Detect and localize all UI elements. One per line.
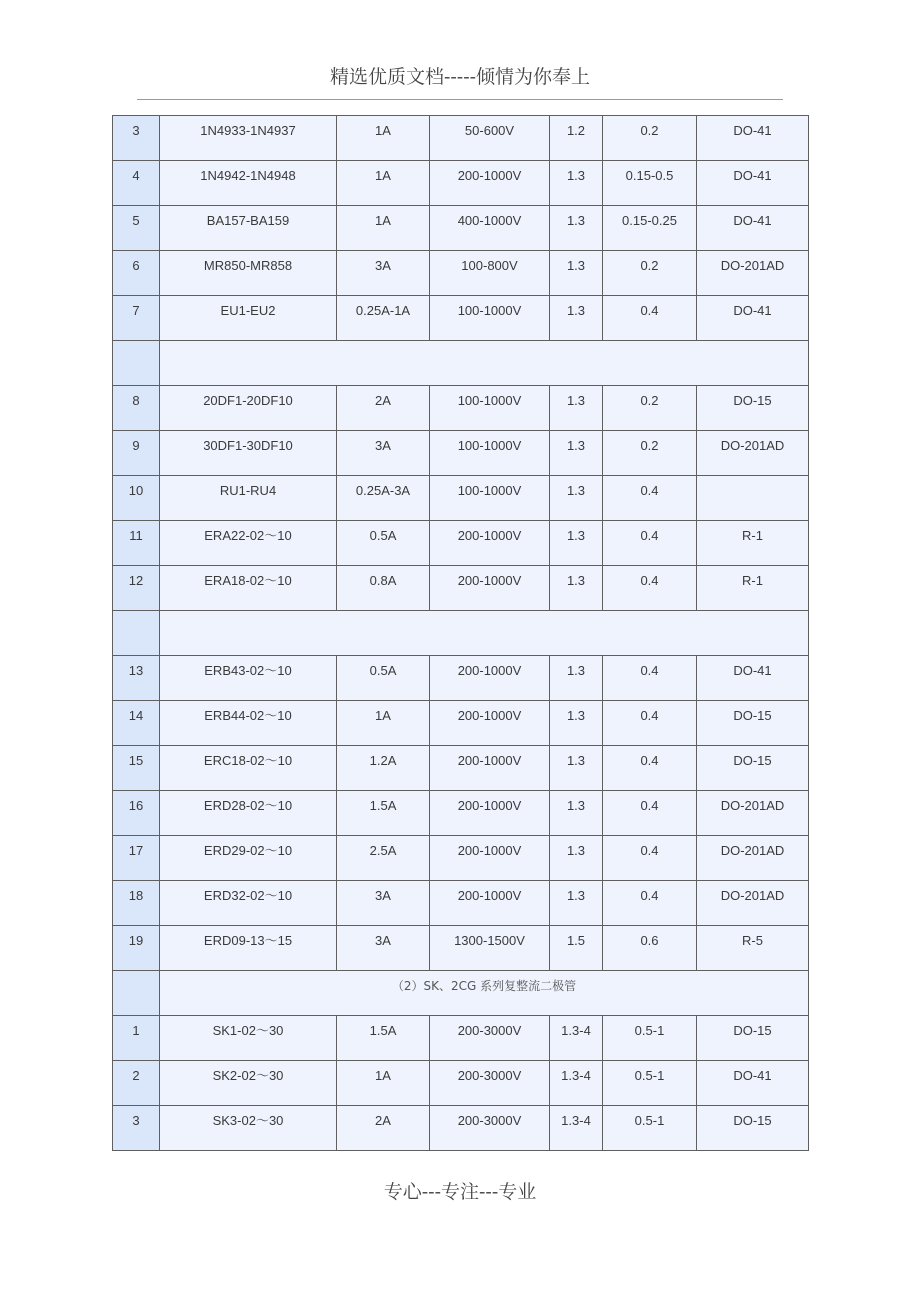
row-number-cell: 5 xyxy=(113,206,160,251)
forward-voltage-cell: 1.3-4 xyxy=(550,1106,603,1151)
model-cell: 1N4933-1N4937 xyxy=(160,116,337,161)
row-number-cell: 14 xyxy=(113,701,160,746)
forward-voltage-cell: 1.3 xyxy=(550,431,603,476)
voltage-cell: 200-3000V xyxy=(430,1016,550,1061)
forward-voltage-cell: 1.3 xyxy=(550,701,603,746)
recovery-time-cell: 0.4 xyxy=(603,746,697,791)
forward-voltage-cell: 1.3 xyxy=(550,881,603,926)
row-number-cell: 3 xyxy=(113,1106,160,1151)
forward-voltage-cell: 1.3 xyxy=(550,251,603,296)
table-row xyxy=(113,656,809,701)
model-cell: ERA22-02～10 xyxy=(160,521,337,566)
voltage-cell: 400-1000V xyxy=(430,206,550,251)
voltage-cell: 200-1000V xyxy=(430,881,550,926)
diode-spec-table xyxy=(112,115,809,1151)
voltage-cell: 200-1000V xyxy=(430,656,550,701)
current-cell: 0.25A-1A xyxy=(337,296,430,341)
package-cell: DO-41 xyxy=(697,116,809,161)
table-row xyxy=(113,386,809,431)
model-cell: ERC18-02～10 xyxy=(160,746,337,791)
table-row xyxy=(113,881,809,926)
row-number-cell: 4 xyxy=(113,161,160,206)
table-row xyxy=(113,116,809,161)
section-number-cell xyxy=(113,611,160,656)
voltage-cell: 100-1000V xyxy=(430,386,550,431)
forward-voltage-cell: 1.3-4 xyxy=(550,1061,603,1106)
recovery-time-cell: 0.6 xyxy=(603,926,697,971)
model-cell: 20DF1-20DF10 xyxy=(160,386,337,431)
package-cell: DO-41 xyxy=(697,1061,809,1106)
voltage-cell: 100-800V xyxy=(430,251,550,296)
forward-voltage-cell: 1.3 xyxy=(550,656,603,701)
voltage-cell: 200-1000V xyxy=(430,746,550,791)
package-cell: R-1 xyxy=(697,521,809,566)
table-row xyxy=(113,476,809,521)
package-cell: DO-41 xyxy=(697,296,809,341)
recovery-time-cell: 0.15-0.5 xyxy=(603,161,697,206)
current-cell: 2.5A xyxy=(337,836,430,881)
recovery-time-cell: 0.4 xyxy=(603,701,697,746)
model-cell: ERB44-02～10 xyxy=(160,701,337,746)
current-cell: 3A xyxy=(337,926,430,971)
table-row xyxy=(113,926,809,971)
package-cell: DO-15 xyxy=(697,701,809,746)
model-cell: SK1-02～30 xyxy=(160,1016,337,1061)
table-row xyxy=(113,746,809,791)
current-cell: 2A xyxy=(337,1106,430,1151)
table-body xyxy=(113,116,809,1151)
package-cell: DO-201AD xyxy=(697,836,809,881)
section-title-cell: （2）SK、2CG 系列复整流二极管 xyxy=(160,971,809,1016)
model-cell: BA157-BA159 xyxy=(160,206,337,251)
section-number-cell xyxy=(113,971,160,1016)
voltage-cell: 100-1000V xyxy=(430,431,550,476)
model-cell: ERD29-02～10 xyxy=(160,836,337,881)
recovery-time-cell: 0.4 xyxy=(603,836,697,881)
package-cell: DO-41 xyxy=(697,656,809,701)
recovery-time-cell: 0.4 xyxy=(603,521,697,566)
recovery-time-cell: 0.4 xyxy=(603,296,697,341)
model-cell: SK2-02～30 xyxy=(160,1061,337,1106)
row-number-cell: 12 xyxy=(113,566,160,611)
row-number-cell: 6 xyxy=(113,251,160,296)
recovery-time-cell: 0.2 xyxy=(603,431,697,476)
recovery-time-cell: 0.4 xyxy=(603,656,697,701)
model-cell: 1N4942-1N4948 xyxy=(160,161,337,206)
section-row xyxy=(113,611,809,656)
row-number-cell: 17 xyxy=(113,836,160,881)
model-cell: ERD32-02～10 xyxy=(160,881,337,926)
row-number-cell: 7 xyxy=(113,296,160,341)
model-cell: ERD09-13～15 xyxy=(160,926,337,971)
package-cell: DO-41 xyxy=(697,161,809,206)
model-cell: ERD28-02～10 xyxy=(160,791,337,836)
table-row xyxy=(113,161,809,206)
table-row xyxy=(113,836,809,881)
package-cell: DO-15 xyxy=(697,1016,809,1061)
forward-voltage-cell: 1.3 xyxy=(550,836,603,881)
package-cell: DO-15 xyxy=(697,746,809,791)
package-cell: R-1 xyxy=(697,566,809,611)
voltage-cell: 200-3000V xyxy=(430,1061,550,1106)
forward-voltage-cell: 1.3 xyxy=(550,476,603,521)
forward-voltage-cell: 1.3 xyxy=(550,296,603,341)
table-row xyxy=(113,1106,809,1151)
row-number-cell: 3 xyxy=(113,116,160,161)
package-cell: R-5 xyxy=(697,926,809,971)
table-row xyxy=(113,791,809,836)
voltage-cell: 50-600V xyxy=(430,116,550,161)
row-number-cell: 10 xyxy=(113,476,160,521)
voltage-cell: 200-1000V xyxy=(430,791,550,836)
row-number-cell: 13 xyxy=(113,656,160,701)
table-row xyxy=(113,431,809,476)
table-row xyxy=(113,206,809,251)
recovery-time-cell: 0.15-0.25 xyxy=(603,206,697,251)
current-cell: 1A xyxy=(337,116,430,161)
forward-voltage-cell: 1.3 xyxy=(550,791,603,836)
table-row xyxy=(113,566,809,611)
voltage-cell: 200-3000V xyxy=(430,1106,550,1151)
recovery-time-cell: 0.4 xyxy=(603,881,697,926)
recovery-time-cell: 0.4 xyxy=(603,476,697,521)
current-cell: 1A xyxy=(337,701,430,746)
section-title-cell xyxy=(160,341,809,386)
current-cell: 1A xyxy=(337,206,430,251)
package-cell xyxy=(697,476,809,521)
forward-voltage-cell: 1.5 xyxy=(550,926,603,971)
model-cell: ERA18-02～10 xyxy=(160,566,337,611)
package-cell: DO-201AD xyxy=(697,251,809,296)
voltage-cell: 1300-1500V xyxy=(430,926,550,971)
current-cell: 3A xyxy=(337,881,430,926)
row-number-cell: 18 xyxy=(113,881,160,926)
recovery-time-cell: 0.2 xyxy=(603,251,697,296)
model-cell: 30DF1-30DF10 xyxy=(160,431,337,476)
forward-voltage-cell: 1.2 xyxy=(550,116,603,161)
model-cell: EU1-EU2 xyxy=(160,296,337,341)
current-cell: 3A xyxy=(337,431,430,476)
recovery-time-cell: 0.5-1 xyxy=(603,1061,697,1106)
model-cell: MR850-MR858 xyxy=(160,251,337,296)
model-cell: SK3-02～30 xyxy=(160,1106,337,1151)
section-number-cell xyxy=(113,341,160,386)
voltage-cell: 200-1000V xyxy=(430,521,550,566)
row-number-cell: 16 xyxy=(113,791,160,836)
voltage-cell: 200-1000V xyxy=(430,161,550,206)
page-footer-text: 专心---专注---专业 xyxy=(383,1181,537,1203)
current-cell: 0.25A-3A xyxy=(337,476,430,521)
package-cell: DO-201AD xyxy=(697,881,809,926)
current-cell: 1A xyxy=(337,1061,430,1106)
table-row xyxy=(113,1016,809,1061)
package-cell: DO-201AD xyxy=(697,431,809,476)
row-number-cell: 15 xyxy=(113,746,160,791)
forward-voltage-cell: 1.3 xyxy=(550,521,603,566)
voltage-cell: 200-1000V xyxy=(430,701,550,746)
current-cell: 0.5A xyxy=(337,656,430,701)
model-cell: RU1-RU4 xyxy=(160,476,337,521)
package-cell: DO-41 xyxy=(697,206,809,251)
voltage-cell: 200-1000V xyxy=(430,566,550,611)
table-row xyxy=(113,701,809,746)
header-divider xyxy=(137,99,783,100)
package-cell: DO-201AD xyxy=(697,791,809,836)
page-header-title: 精选优质文档-----倾情为你奉上 xyxy=(329,66,591,88)
voltage-cell: 200-1000V xyxy=(430,836,550,881)
table-row xyxy=(113,521,809,566)
table-row xyxy=(113,1061,809,1106)
recovery-time-cell: 0.2 xyxy=(603,116,697,161)
current-cell: 1.5A xyxy=(337,791,430,836)
forward-voltage-cell: 1.3 xyxy=(550,746,603,791)
recovery-time-cell: 0.2 xyxy=(603,386,697,431)
forward-voltage-cell: 1.3 xyxy=(550,566,603,611)
recovery-time-cell: 0.5-1 xyxy=(603,1016,697,1061)
voltage-cell: 100-1000V xyxy=(430,296,550,341)
package-cell: DO-15 xyxy=(697,386,809,431)
section-row xyxy=(113,971,809,1016)
row-number-cell: 8 xyxy=(113,386,160,431)
recovery-time-cell: 0.5-1 xyxy=(603,1106,697,1151)
current-cell: 3A xyxy=(337,251,430,296)
current-cell: 0.8A xyxy=(337,566,430,611)
section-row xyxy=(113,341,809,386)
section-title-cell xyxy=(160,611,809,656)
row-number-cell: 9 xyxy=(113,431,160,476)
package-cell: DO-15 xyxy=(697,1106,809,1151)
current-cell: 1.2A xyxy=(337,746,430,791)
table-row xyxy=(113,296,809,341)
row-number-cell: 11 xyxy=(113,521,160,566)
forward-voltage-cell: 1.3-4 xyxy=(550,1016,603,1061)
forward-voltage-cell: 1.3 xyxy=(550,206,603,251)
voltage-cell: 100-1000V xyxy=(430,476,550,521)
row-number-cell: 1 xyxy=(113,1016,160,1061)
table-row xyxy=(113,251,809,296)
forward-voltage-cell: 1.3 xyxy=(550,161,603,206)
recovery-time-cell: 0.4 xyxy=(603,791,697,836)
current-cell: 2A xyxy=(337,386,430,431)
current-cell: 0.5A xyxy=(337,521,430,566)
row-number-cell: 2 xyxy=(113,1061,160,1106)
forward-voltage-cell: 1.3 xyxy=(550,386,603,431)
recovery-time-cell: 0.4 xyxy=(603,566,697,611)
current-cell: 1A xyxy=(337,161,430,206)
model-cell: ERB43-02～10 xyxy=(160,656,337,701)
row-number-cell: 19 xyxy=(113,926,160,971)
current-cell: 1.5A xyxy=(337,1016,430,1061)
